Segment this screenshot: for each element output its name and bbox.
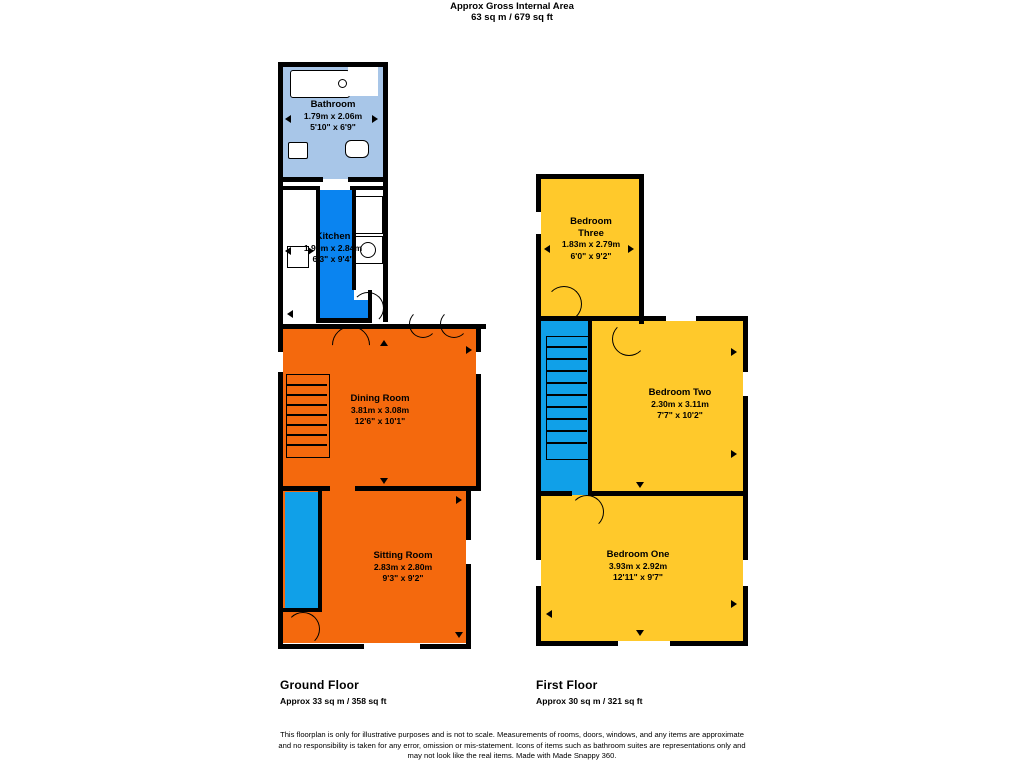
ground-floor-caption bbox=[280, 678, 387, 706]
bedroom-one-dim-metric: 3.93m x 2.92m bbox=[608, 560, 668, 571]
bathroom-dim-imperial: 5'10" x 6'9" bbox=[310, 122, 356, 132]
disclaimer-line-2: and no responsibility is taken for any error, omission or mis-statement. Icons of items such as bathroom suites are representations only and bbox=[278, 740, 746, 750]
bedroom-three-name-line1: Bedroom bbox=[570, 216, 612, 227]
header-line-2: 63 sq m / 679 sq ft bbox=[471, 12, 553, 23]
ground-floor-area: Approx 33 sq m / 358 sq ft bbox=[280, 696, 387, 706]
sitting-room-name: Sitting Room bbox=[373, 550, 433, 561]
bedroom-two-dim-imperial: 7'7" x 10'2" bbox=[657, 410, 703, 420]
first-floor-caption bbox=[536, 678, 643, 706]
header-line-1: Approx Gross Internal Area bbox=[450, 1, 574, 12]
kitchen-name: Kitchen bbox=[315, 231, 351, 242]
bedroom-two-label bbox=[590, 387, 770, 422]
bedroom-two-dim-metric: 2.30m x 3.11m bbox=[651, 398, 709, 409]
disclaimer bbox=[0, 730, 1024, 762]
dim-arrow bbox=[731, 600, 737, 608]
bedroom-one-label bbox=[548, 549, 728, 584]
disclaimer-line-3: may not look like the real items. Made with Made Snappy 360. bbox=[407, 751, 617, 760]
window-gap bbox=[618, 641, 670, 646]
dim-arrow bbox=[636, 630, 644, 636]
dim-arrow bbox=[731, 450, 737, 458]
sitting-room-dim-metric: 2.83m x 2.80m bbox=[373, 561, 433, 572]
bedroom-three-label bbox=[496, 216, 686, 262]
bedroom-three-dim-metric: 1.83m x 2.79m bbox=[561, 239, 621, 249]
first-floor-area: Approx 30 sq m / 321 sq ft bbox=[536, 696, 643, 706]
disclaimer-line-1: This floorplan is only for illustrative purposes and is not to scale. Measurements of rooms, doors, windows, and any items are approximate bbox=[280, 730, 744, 739]
bathroom-dim-metric: 1.79m x 2.06m bbox=[303, 110, 363, 121]
window-gap bbox=[536, 560, 541, 586]
window-gap bbox=[743, 560, 748, 586]
door-arc-bedroom-two bbox=[612, 322, 646, 356]
bathroom-name: Bathroom bbox=[310, 99, 356, 110]
dim-arrow bbox=[731, 348, 737, 356]
sitting-room-dim-imperial: 9'3" x 9'2" bbox=[382, 573, 424, 583]
first-floor-title: First Floor bbox=[536, 678, 598, 692]
dim-arrow bbox=[636, 482, 644, 488]
bedroom-three-dim-imperial: 6'0" x 9'2" bbox=[570, 250, 612, 261]
window-gap bbox=[666, 316, 696, 321]
bedroom-one-dim-imperial: 12'11" x 9'7" bbox=[613, 572, 663, 582]
dining-room-dim-metric: 3.81m x 3.08m bbox=[350, 404, 410, 415]
door-arc-bedroom-one bbox=[570, 495, 604, 529]
kitchen-dim-metric: 1.90m x 2.84m bbox=[303, 242, 363, 253]
dining-room-dim-imperial: 12'6" x 10'1" bbox=[354, 416, 406, 426]
dim-arrow bbox=[546, 610, 552, 618]
bedroom-one-name: Bedroom One bbox=[606, 549, 670, 560]
dining-room-name: Dining Room bbox=[350, 393, 410, 404]
bedroom-two-name: Bedroom Two bbox=[648, 387, 712, 398]
ground-floor-title: Ground Floor bbox=[280, 678, 360, 692]
kitchen-dim-imperial: 6'3" x 9'4" bbox=[312, 254, 354, 264]
bedroom-three-name-line2: Three bbox=[578, 227, 604, 239]
